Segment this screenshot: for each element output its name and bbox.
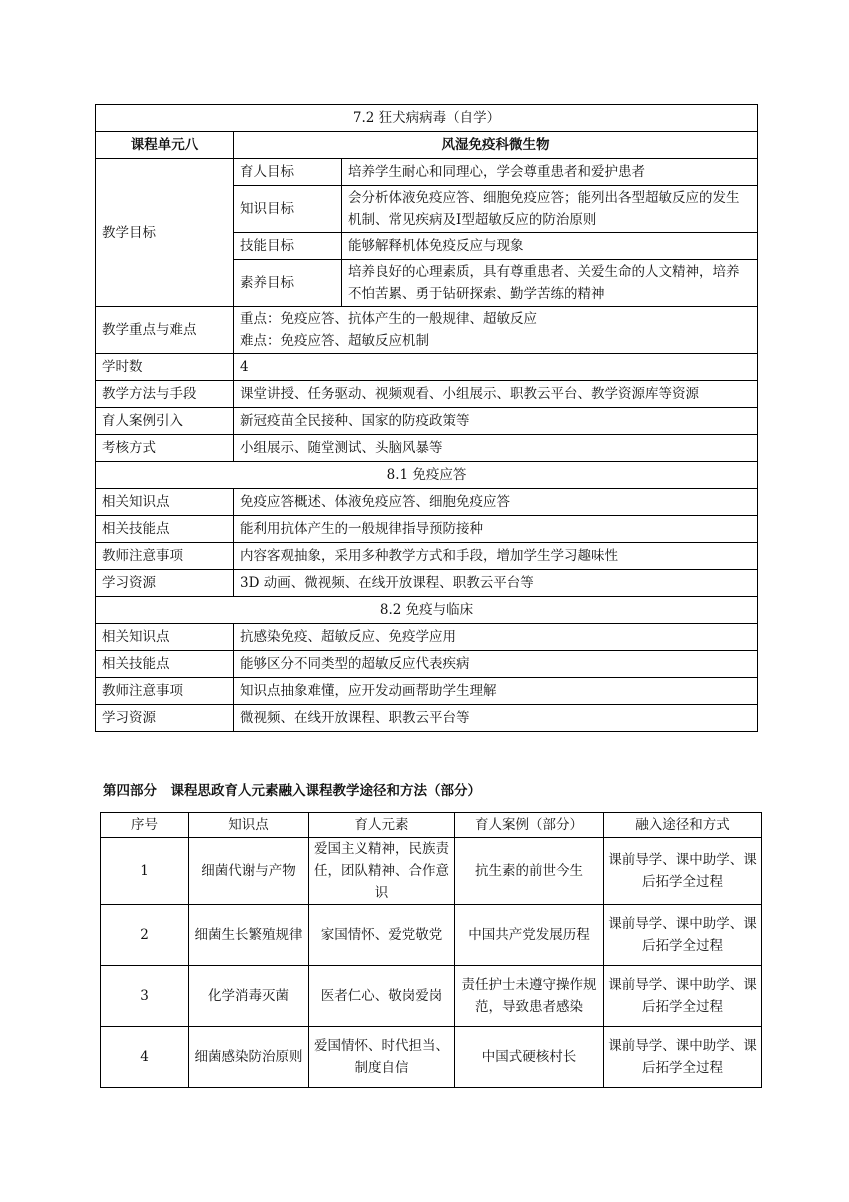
goals-label: 教学目标 (96, 159, 234, 307)
info-label: 教学方法与手段 (96, 381, 234, 408)
goal-name: 技能目标 (234, 233, 342, 260)
header-method: 融入途径和方式 (604, 813, 762, 838)
row-method: 课前导学、课中助学、课后拓学全过程 (604, 966, 762, 1027)
unit-table (95, 104, 758, 732)
row-knowledge: 细菌代谢与产物 (189, 838, 309, 905)
info-value: 小组展示、随堂测试、头脑风暴等 (234, 435, 758, 462)
info-label: 考核方式 (96, 435, 234, 462)
key-point: 重点：免疫应答、抗体产生的一般规律、超敏反应 (240, 311, 537, 327)
row-knowledge: 化学消毒灭菌 (189, 966, 309, 1027)
section-title-8-2: 8.2 免疫与临床 (96, 597, 758, 624)
ideology-table (100, 812, 762, 1088)
goal-text: 能够解释机体免疫反应与现象 (342, 233, 758, 260)
table-row (101, 966, 762, 1027)
section-row-label: 学习资源 (96, 570, 234, 597)
header-element: 育人元素 (309, 813, 455, 838)
goal-text: 会分析体液免疫应答、细胞免疫应答；能列出各型超敏反应的发生机制、常见疾病及Ⅰ型超敏反应的防治原则 (342, 186, 758, 233)
row-no: 2 (101, 905, 189, 966)
row-method: 课前导学、课中助学、课后拓学全过程 (604, 838, 762, 905)
row-method: 课前导学、课中助学、课后拓学全过程 (604, 905, 762, 966)
section-row-label: 教师注意事项 (96, 543, 234, 570)
header-no: 序号 (101, 813, 189, 838)
goal-text: 培养学生耐心和同理心，学会尊重患者和爱护患者 (342, 159, 758, 186)
row-element: 爱国情怀、时代担当、制度自信 (309, 1027, 455, 1088)
goal-name: 知识目标 (234, 186, 342, 233)
info-value: 4 (234, 354, 758, 381)
section-row-label: 教师注意事项 (96, 678, 234, 705)
row-element: 家国情怀、爱党敬党 (309, 905, 455, 966)
row-no: 4 (101, 1027, 189, 1088)
goal-name: 育人目标 (234, 159, 342, 186)
table-row (101, 905, 762, 966)
section-row-value: 抗感染免疫、超敏反应、免疫学应用 (234, 624, 758, 651)
info-value: 新冠疫苗全民接种、国家的防疫政策等 (234, 408, 758, 435)
section-row-value: 免疫应答概述、体液免疫应答、细胞免疫应答 (234, 489, 758, 516)
section-row-value: 知识点抽象难懂，应开发动画帮助学生理解 (234, 678, 758, 705)
part4-heading: 第四部分 课程思政育人元素融入课程教学途径和方法（部分） (103, 783, 481, 799)
section-row-label: 相关知识点 (96, 624, 234, 651)
row-no: 3 (101, 966, 189, 1027)
goal-name: 素养目标 (234, 260, 342, 307)
section-row-value: 能够区分不同类型的超敏反应代表疾病 (234, 651, 758, 678)
section-row-value: 能利用抗体产生的一般规律指导预防接种 (234, 516, 758, 543)
section-row-value: 3D 动画、微视频、在线开放课程、职教云平台等 (234, 570, 758, 597)
key-points (234, 307, 758, 354)
section-title-8-1: 8.1 免疫应答 (96, 462, 758, 489)
row-knowledge: 细菌感染防治原则 (189, 1027, 309, 1088)
row-case: 抗生素的前世今生 (455, 838, 604, 905)
key-label: 教学重点与难点 (96, 307, 234, 354)
info-label: 学时数 (96, 354, 234, 381)
row-element: 医者仁心、敬岗爱岗 (309, 966, 455, 1027)
row-case: 中国共产党发展历程 (455, 905, 604, 966)
row-case: 责任护士未遵守操作规范，导致患者感染 (455, 966, 604, 1027)
difficult-point: 难点：免疫应答、超敏反应机制 (240, 333, 429, 349)
table-row (101, 1027, 762, 1088)
row-element: 爱国主义精神，民族责任，团队精神、合作意识 (309, 838, 455, 905)
section-row-label: 相关技能点 (96, 516, 234, 543)
table-row (101, 838, 762, 905)
section-title-7-2: 7.2 狂犬病病毒（自学） (96, 105, 758, 132)
section-row-label: 学习资源 (96, 705, 234, 732)
unit-label: 课程单元八 (96, 132, 234, 159)
row-case: 中国式硬核村长 (455, 1027, 604, 1088)
info-label: 育人案例引入 (96, 408, 234, 435)
section-row-label: 相关技能点 (96, 651, 234, 678)
goal-text: 培养良好的心理素质，具有尊重患者、关爱生命的人文精神，培养不怕苦累、勇于钻研探索、勤学苦练的精神 (342, 260, 758, 307)
section-row-value: 内容客观抽象，采用多种教学方式和手段，增加学生学习趣味性 (234, 543, 758, 570)
row-knowledge: 细菌生长繁殖规律 (189, 905, 309, 966)
info-value: 课堂讲授、任务驱动、视频观看、小组展示、职教云平台、教学资源库等资源 (234, 381, 758, 408)
section-row-label: 相关知识点 (96, 489, 234, 516)
header-case: 育人案例（部分） (455, 813, 604, 838)
unit-name: 风湿免疫科微生物 (234, 132, 758, 159)
row-method: 课前导学、课中助学、课后拓学全过程 (604, 1027, 762, 1088)
row-no: 1 (101, 838, 189, 905)
section-row-value: 微视频、在线开放课程、职教云平台等 (234, 705, 758, 732)
header-knowledge: 知识点 (189, 813, 309, 838)
